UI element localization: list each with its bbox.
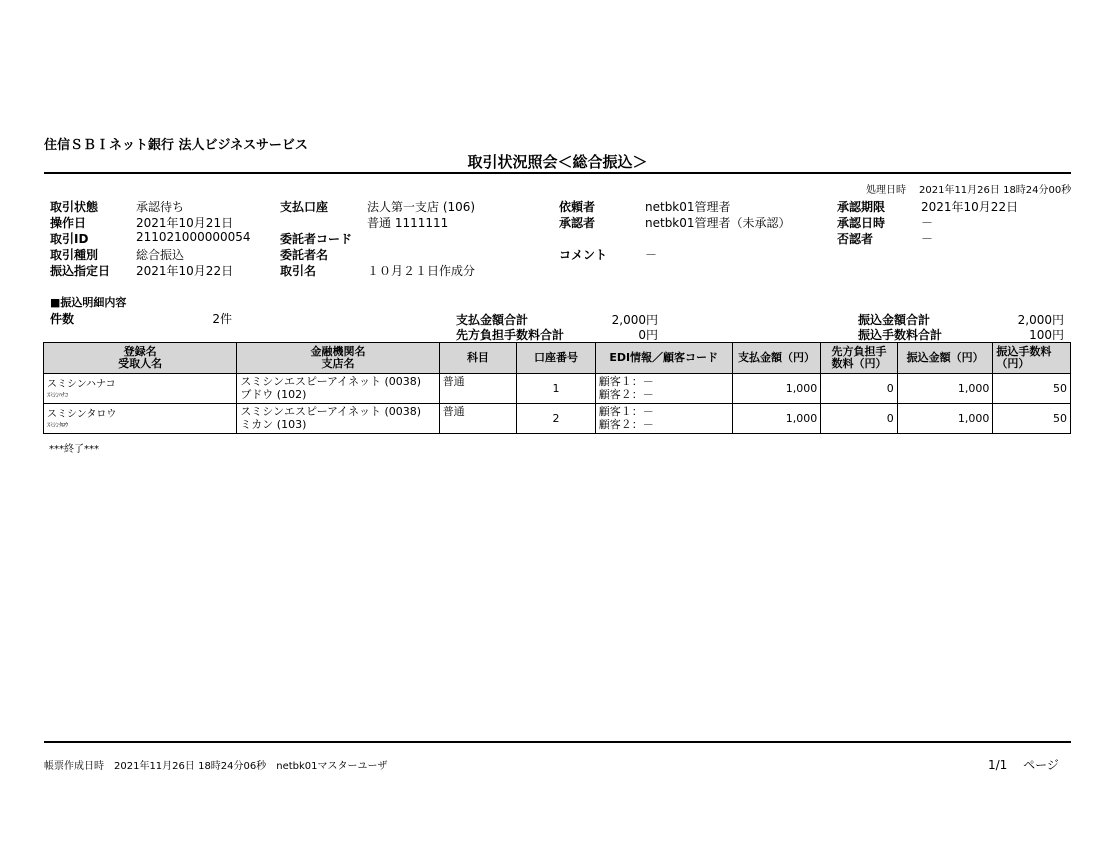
header-transfer-amount: 振込金額（円） — [897, 343, 993, 374]
tx-name-value: １０月２１日作成分 — [367, 264, 476, 278]
section-heading: ■振込明細内容 — [50, 296, 127, 309]
cell-name: スミシンタロウ ｽﾐｼﾝﾀﾛｳ — [44, 404, 237, 434]
requester-label: 依頼者 — [559, 200, 596, 214]
consignor-name-label: 委託者名 — [280, 248, 329, 262]
footer-divider — [44, 741, 1071, 743]
op-date-label: 操作日 — [50, 216, 87, 230]
cell-pay-amount: 1,000 — [732, 404, 821, 434]
account-value-branch: 法人第一支店 (106) — [367, 200, 476, 214]
header-subject: 科目 — [439, 343, 517, 374]
approval-time-label: 承認日時 — [837, 216, 886, 230]
cell-edi: 顧客１：－ 顧客２：－ — [595, 374, 732, 404]
processed-value: 2021年11月26日 18時24分00秒 — [919, 185, 1072, 196]
transfer-total-value: 2,000円 — [1017, 313, 1064, 327]
requester-value: netbk01管理者 — [645, 200, 731, 214]
cell-account-no: 2 — [517, 404, 596, 434]
rejecter-value: － — [921, 232, 934, 246]
table-header-row — [44, 343, 1071, 374]
cell-recipient-fee: 0 — [821, 404, 898, 434]
cell-transfer-amount: 1,000 — [897, 404, 993, 434]
transfer-fee-label: 振込手数料合計 — [858, 328, 943, 342]
transfer-date-label: 振込指定日 — [50, 264, 111, 278]
cell-subject: 普通 — [439, 404, 517, 434]
transfer-date-value: 2021年10月22日 — [136, 264, 234, 278]
approval-deadline-label: 承認期限 — [837, 200, 886, 214]
cell-account-no: 1 — [517, 374, 596, 404]
count-value: 2件 — [212, 312, 232, 326]
tx-type-label: 取引種別 — [50, 248, 99, 262]
bank-name: 住信ＳＢＩネット銀行 法人ビジネスサービス — [44, 138, 308, 153]
approval-time-value: － — [921, 216, 934, 230]
count-label: 件数 — [50, 312, 75, 326]
approver-value: netbk01管理者（未承認） — [645, 216, 791, 230]
cell-recipient-fee: 0 — [821, 374, 898, 404]
end-mark: ***終了*** — [49, 444, 99, 455]
tx-id-value: 211021000000054 — [136, 230, 251, 244]
cell-bank: スミシンエスピーアイネット (0038) ブドウ (102) — [237, 374, 439, 404]
transfer-total-label: 振込金額合計 — [858, 313, 931, 327]
cell-subject: 普通 — [439, 374, 517, 404]
tx-id-label: 取引ID — [50, 232, 89, 246]
approval-deadline-value: 2021年10月22日 — [921, 200, 1019, 214]
status-value: 承認待ち — [136, 200, 185, 214]
cell-name: スミシンハナコ ｽﾐｼﾝﾊﾅｺ — [44, 374, 237, 404]
header-pay-amount: 支払金額（円） — [732, 343, 821, 374]
cell-transfer-fee: 50 — [993, 374, 1071, 404]
approver-label: 承認者 — [559, 216, 596, 230]
pay-total-value: 2,000円 — [611, 313, 658, 327]
pay-total-label: 支払金額合計 — [456, 313, 529, 327]
status-label: 取引状態 — [50, 200, 99, 214]
header-recipient-fee: 先方負担手 数料（円） — [821, 343, 898, 374]
processed-label: 処理日時 — [866, 185, 906, 196]
cell-bank: スミシンエスピーアイネット (0038) ミカン (103) — [237, 404, 439, 434]
header-edi: EDI情報／顧客コード — [595, 343, 732, 374]
header-name: 登録名 受取人名 — [44, 343, 237, 374]
comment-label: コメント — [559, 248, 608, 262]
cell-edi: 顧客１：－ 顧客２：－ — [595, 404, 732, 434]
header-transfer-fee: 振込手数料 （円） — [993, 343, 1071, 374]
page-indicator: 1/1 ページ — [988, 758, 1059, 772]
header-divider — [44, 172, 1071, 174]
page-title: 取引状況照会＜総合振込＞ — [467, 153, 648, 171]
recipient-fee-label: 先方負担手数料合計 — [456, 328, 565, 342]
op-date-value: 2021年10月21日 — [136, 216, 234, 230]
table-row — [44, 374, 1071, 404]
comment-value: － — [645, 248, 658, 262]
tx-name-label: 取引名 — [280, 264, 317, 278]
transfer-fee-value: 100円 — [1029, 328, 1064, 342]
report-created-text: 帳票作成日時 2021年11月26日 18時24分06秒 netbk01マスターユーザ — [44, 761, 388, 772]
cell-transfer-fee: 50 — [993, 404, 1071, 434]
consignor-code-label: 委託者コード — [280, 232, 353, 246]
rejecter-label: 否認者 — [837, 232, 874, 246]
table-row — [44, 404, 1071, 434]
header-bank: 金融機関名 支店名 — [237, 343, 439, 374]
cell-transfer-amount: 1,000 — [897, 374, 993, 404]
cell-pay-amount: 1,000 — [732, 374, 821, 404]
tx-type-value: 総合振込 — [136, 248, 185, 262]
recipient-fee-value: 0円 — [638, 328, 658, 342]
transfer-detail-table — [43, 342, 1071, 434]
header-account-no: 口座番号 — [517, 343, 596, 374]
account-value-number: 普通 1111111 — [367, 216, 449, 230]
account-label: 支払口座 — [280, 200, 329, 214]
